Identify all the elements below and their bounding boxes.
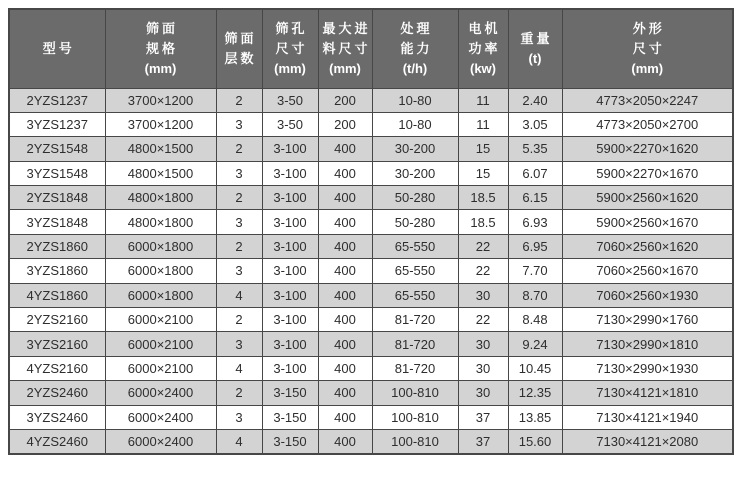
spec-table bbox=[8, 8, 734, 455]
column-header-line: 电机 bbox=[468, 20, 501, 36]
cell-overall-dimensions: 7060×2560×1670 bbox=[562, 259, 733, 283]
table-row bbox=[9, 234, 733, 258]
cell-capacity: 81-720 bbox=[372, 308, 458, 332]
cell-overall-dimensions: 5900×2560×1670 bbox=[562, 210, 733, 234]
cell-motor-power: 22 bbox=[458, 259, 508, 283]
cell-capacity: 81-720 bbox=[372, 332, 458, 356]
cell-screen-layers: 2 bbox=[216, 308, 262, 332]
cell-screen-spec: 4800×1500 bbox=[105, 161, 216, 185]
cell-weight: 12.35 bbox=[508, 381, 562, 405]
cell-capacity: 10-80 bbox=[372, 112, 458, 136]
table-row bbox=[9, 283, 733, 307]
column-header-motor-power bbox=[458, 9, 508, 88]
cell-motor-power: 18.5 bbox=[458, 210, 508, 234]
table-row bbox=[9, 381, 733, 405]
cell-motor-power: 18.5 bbox=[458, 186, 508, 210]
cell-capacity: 30-200 bbox=[372, 137, 458, 161]
cell-screen-layers: 4 bbox=[216, 283, 262, 307]
cell-screen-layers: 2 bbox=[216, 137, 262, 161]
cell-weight: 6.93 bbox=[508, 210, 562, 234]
cell-overall-dimensions: 5900×2270×1620 bbox=[562, 137, 733, 161]
cell-capacity: 65-550 bbox=[372, 234, 458, 258]
cell-screen-spec: 3700×1200 bbox=[105, 112, 216, 136]
cell-screen-spec: 4800×1800 bbox=[105, 186, 216, 210]
column-header-line: (mm) bbox=[274, 60, 306, 76]
cell-screen-layers: 3 bbox=[216, 405, 262, 429]
cell-weight: 10.45 bbox=[508, 356, 562, 380]
cell-screen-spec: 6000×2100 bbox=[105, 356, 216, 380]
cell-weight: 6.07 bbox=[508, 161, 562, 185]
cell-max-feed-size: 400 bbox=[318, 381, 372, 405]
cell-motor-power: 11 bbox=[458, 112, 508, 136]
cell-capacity: 30-200 bbox=[372, 161, 458, 185]
cell-weight: 3.05 bbox=[508, 112, 562, 136]
cell-model: 4YZS1860 bbox=[9, 283, 105, 307]
cell-weight: 7.70 bbox=[508, 259, 562, 283]
cell-model: 3YZS2460 bbox=[9, 405, 105, 429]
cell-max-feed-size: 400 bbox=[318, 283, 372, 307]
cell-mesh-size: 3-150 bbox=[262, 405, 318, 429]
column-header-line: 功率 bbox=[468, 40, 501, 56]
cell-mesh-size: 3-100 bbox=[262, 308, 318, 332]
cell-max-feed-size: 400 bbox=[318, 259, 372, 283]
table-row bbox=[9, 88, 733, 112]
table-row bbox=[9, 259, 733, 283]
cell-weight: 13.85 bbox=[508, 405, 562, 429]
cell-capacity: 65-550 bbox=[372, 259, 458, 283]
column-header-line: 处理 bbox=[400, 20, 433, 36]
cell-max-feed-size: 200 bbox=[318, 88, 372, 112]
cell-screen-layers: 2 bbox=[216, 88, 262, 112]
cell-screen-layers: 4 bbox=[216, 356, 262, 380]
column-header-line: (kw) bbox=[470, 60, 496, 76]
cell-overall-dimensions: 7130×4121×1940 bbox=[562, 405, 733, 429]
cell-screen-layers: 2 bbox=[216, 186, 262, 210]
column-header-line: 尺寸 bbox=[632, 40, 665, 56]
column-header-max-feed-size bbox=[318, 9, 372, 88]
cell-screen-layers: 3 bbox=[216, 112, 262, 136]
table-row bbox=[9, 161, 733, 185]
cell-max-feed-size: 400 bbox=[318, 405, 372, 429]
cell-max-feed-size: 400 bbox=[318, 429, 372, 453]
column-header-line: (mm) bbox=[144, 60, 177, 76]
cell-max-feed-size: 400 bbox=[318, 161, 372, 185]
cell-weight: 15.60 bbox=[508, 429, 562, 453]
cell-motor-power: 15 bbox=[458, 161, 508, 185]
column-header-line: 层数 bbox=[224, 50, 257, 66]
column-header-line: 规格 bbox=[145, 40, 178, 56]
column-header-overall-dimensions bbox=[562, 9, 733, 88]
column-header-weight bbox=[508, 9, 562, 88]
cell-motor-power: 11 bbox=[458, 88, 508, 112]
cell-overall-dimensions: 7130×4121×1810 bbox=[562, 381, 733, 405]
cell-overall-dimensions: 7130×2990×1930 bbox=[562, 356, 733, 380]
cell-screen-spec: 6000×1800 bbox=[105, 234, 216, 258]
cell-mesh-size: 3-100 bbox=[262, 186, 318, 210]
cell-weight: 6.95 bbox=[508, 234, 562, 258]
column-header-line: (t/h) bbox=[402, 60, 428, 76]
cell-weight: 8.48 bbox=[508, 308, 562, 332]
table-row bbox=[9, 308, 733, 332]
column-header-line: 尺寸 bbox=[275, 40, 308, 56]
table-header bbox=[9, 9, 733, 88]
column-header-line: 料尺寸 bbox=[322, 40, 371, 56]
column-header-line: 能力 bbox=[400, 40, 433, 56]
table-row bbox=[9, 210, 733, 234]
cell-max-feed-size: 400 bbox=[318, 137, 372, 161]
column-header-screen-spec bbox=[105, 9, 216, 88]
cell-motor-power: 30 bbox=[458, 356, 508, 380]
cell-capacity: 50-280 bbox=[372, 210, 458, 234]
table-row bbox=[9, 137, 733, 161]
table-row bbox=[9, 186, 733, 210]
cell-max-feed-size: 200 bbox=[318, 112, 372, 136]
cell-model: 3YZS1237 bbox=[9, 112, 105, 136]
cell-overall-dimensions: 4773×2050×2700 bbox=[562, 112, 733, 136]
cell-capacity: 81-720 bbox=[372, 356, 458, 380]
cell-model: 3YZS1860 bbox=[9, 259, 105, 283]
cell-weight: 2.40 bbox=[508, 88, 562, 112]
cell-model: 2YZS1848 bbox=[9, 186, 105, 210]
cell-model: 3YZS1548 bbox=[9, 161, 105, 185]
cell-model: 2YZS2460 bbox=[9, 381, 105, 405]
cell-overall-dimensions: 5900×2270×1670 bbox=[562, 161, 733, 185]
column-header-line: (mm) bbox=[631, 60, 664, 76]
column-header-line: 筛面 bbox=[224, 30, 257, 46]
cell-weight: 6.15 bbox=[508, 186, 562, 210]
cell-max-feed-size: 400 bbox=[318, 210, 372, 234]
column-header-model bbox=[9, 9, 105, 88]
column-header-screen-layers bbox=[216, 9, 262, 88]
cell-screen-spec: 4800×1500 bbox=[105, 137, 216, 161]
cell-mesh-size: 3-100 bbox=[262, 137, 318, 161]
column-header-line: 最大进 bbox=[322, 20, 371, 36]
cell-model: 2YZS1237 bbox=[9, 88, 105, 112]
cell-screen-layers: 3 bbox=[216, 161, 262, 185]
cell-model: 4YZS2460 bbox=[9, 429, 105, 453]
cell-model: 4YZS2160 bbox=[9, 356, 105, 380]
column-header-line: 筛孔 bbox=[275, 20, 308, 36]
cell-max-feed-size: 400 bbox=[318, 234, 372, 258]
cell-motor-power: 30 bbox=[458, 283, 508, 307]
cell-mesh-size: 3-100 bbox=[262, 332, 318, 356]
column-header-line: 外形 bbox=[632, 20, 665, 36]
cell-model: 3YZS2160 bbox=[9, 332, 105, 356]
cell-screen-layers: 3 bbox=[216, 210, 262, 234]
cell-screen-spec: 6000×2100 bbox=[105, 332, 216, 356]
cell-weight: 9.24 bbox=[508, 332, 562, 356]
cell-mesh-size: 3-100 bbox=[262, 259, 318, 283]
column-header-capacity bbox=[372, 9, 458, 88]
table-row bbox=[9, 112, 733, 136]
cell-mesh-size: 3-150 bbox=[262, 429, 318, 453]
cell-overall-dimensions: 7130×2990×1760 bbox=[562, 308, 733, 332]
cell-overall-dimensions: 7060×2560×1620 bbox=[562, 234, 733, 258]
cell-motor-power: 15 bbox=[458, 137, 508, 161]
table-row bbox=[9, 332, 733, 356]
cell-mesh-size: 3-100 bbox=[262, 283, 318, 307]
cell-max-feed-size: 400 bbox=[318, 308, 372, 332]
column-header-line: (mm) bbox=[329, 60, 361, 76]
cell-screen-layers: 2 bbox=[216, 234, 262, 258]
cell-capacity: 100-810 bbox=[372, 429, 458, 453]
cell-mesh-size: 3-100 bbox=[262, 356, 318, 380]
cell-motor-power: 22 bbox=[458, 308, 508, 332]
cell-motor-power: 30 bbox=[458, 332, 508, 356]
cell-mesh-size: 3-50 bbox=[262, 88, 318, 112]
cell-model: 2YZS1548 bbox=[9, 137, 105, 161]
table-row bbox=[9, 405, 733, 429]
cell-max-feed-size: 400 bbox=[318, 332, 372, 356]
cell-weight: 8.70 bbox=[508, 283, 562, 307]
cell-capacity: 100-810 bbox=[372, 381, 458, 405]
cell-capacity: 100-810 bbox=[372, 405, 458, 429]
cell-max-feed-size: 400 bbox=[318, 186, 372, 210]
cell-screen-spec: 6000×2400 bbox=[105, 405, 216, 429]
table-row bbox=[9, 429, 733, 453]
cell-screen-layers: 2 bbox=[216, 381, 262, 405]
cell-motor-power: 37 bbox=[458, 405, 508, 429]
column-header-line: 筛面 bbox=[145, 20, 178, 36]
cell-screen-spec: 6000×1800 bbox=[105, 259, 216, 283]
cell-screen-layers: 3 bbox=[216, 259, 262, 283]
cell-screen-spec: 6000×2400 bbox=[105, 381, 216, 405]
cell-mesh-size: 3-50 bbox=[262, 112, 318, 136]
cell-screen-spec: 6000×1800 bbox=[105, 283, 216, 307]
table-row bbox=[9, 356, 733, 380]
cell-motor-power: 30 bbox=[458, 381, 508, 405]
cell-model: 2YZS1860 bbox=[9, 234, 105, 258]
cell-overall-dimensions: 5900×2560×1620 bbox=[562, 186, 733, 210]
column-header-line: 重量 bbox=[520, 30, 553, 46]
column-header-mesh-size bbox=[262, 9, 318, 88]
cell-capacity: 10-80 bbox=[372, 88, 458, 112]
cell-screen-spec: 4800×1800 bbox=[105, 210, 216, 234]
table-body bbox=[9, 88, 733, 454]
cell-overall-dimensions: 7130×2990×1810 bbox=[562, 332, 733, 356]
cell-screen-spec: 3700×1200 bbox=[105, 88, 216, 112]
cell-capacity: 65-550 bbox=[372, 283, 458, 307]
header-row bbox=[9, 9, 733, 88]
cell-capacity: 50-280 bbox=[372, 186, 458, 210]
cell-mesh-size: 3-100 bbox=[262, 234, 318, 258]
cell-overall-dimensions: 4773×2050×2247 bbox=[562, 88, 733, 112]
cell-screen-spec: 6000×2100 bbox=[105, 308, 216, 332]
cell-motor-power: 22 bbox=[458, 234, 508, 258]
spec-table-container bbox=[8, 8, 732, 455]
cell-weight: 5.35 bbox=[508, 137, 562, 161]
cell-mesh-size: 3-100 bbox=[262, 161, 318, 185]
cell-model: 2YZS2160 bbox=[9, 308, 105, 332]
cell-mesh-size: 3-100 bbox=[262, 210, 318, 234]
cell-model: 3YZS1848 bbox=[9, 210, 105, 234]
cell-overall-dimensions: 7060×2560×1930 bbox=[562, 283, 733, 307]
cell-mesh-size: 3-150 bbox=[262, 381, 318, 405]
cell-screen-spec: 6000×2400 bbox=[105, 429, 216, 453]
cell-max-feed-size: 400 bbox=[318, 356, 372, 380]
column-header-line: 型号 bbox=[42, 40, 75, 56]
column-header-line: (t) bbox=[528, 50, 542, 66]
cell-motor-power: 37 bbox=[458, 429, 508, 453]
cell-screen-layers: 4 bbox=[216, 429, 262, 453]
cell-overall-dimensions: 7130×4121×2080 bbox=[562, 429, 733, 453]
cell-screen-layers: 3 bbox=[216, 332, 262, 356]
